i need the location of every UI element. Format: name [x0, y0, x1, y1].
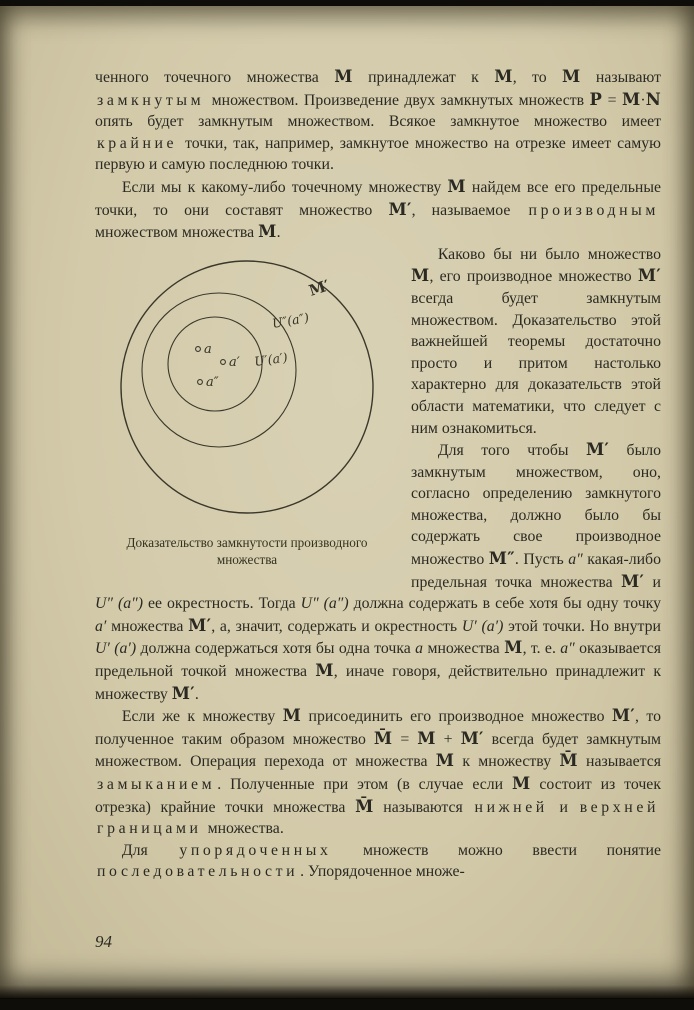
math-symbol: M: [562, 67, 581, 86]
body-text: должна содержаться хотя бы одна точка: [136, 640, 416, 658]
point-a-prime-marker: [221, 359, 226, 364]
body-text: найдем все его предельные точки, то они составят множество: [95, 178, 661, 219]
figure-caption: Доказательство замкнутости производного множества: [126, 534, 368, 568]
math-symbol: U″ (a″): [95, 595, 143, 613]
body-text: состоит из точек отрезка) крайние точки множества: [95, 776, 661, 816]
body-text: множеством множества: [95, 224, 259, 242]
body-text: +: [435, 730, 461, 748]
point-a-prime-label: a′: [229, 354, 240, 370]
body-text: множества: [106, 617, 189, 635]
body-text: этой точки. Но внутри: [503, 617, 661, 635]
math-symbol: M′: [621, 571, 645, 591]
math-symbol: M: [621, 89, 641, 109]
math-symbol: U′ (a′): [95, 640, 137, 658]
math-symbol: M: [411, 266, 430, 286]
body-text: . Полученные при этом (в случае если: [217, 776, 513, 793]
emphasized-spaced-text: производным: [528, 201, 659, 219]
body-text: , то полученное таким образом множество: [95, 708, 661, 748]
body-text: оказывается предельной точкой множества: [95, 640, 661, 681]
math-symbol: M: [315, 661, 334, 681]
math-symbol: M′: [188, 615, 212, 635]
body-text: называют: [580, 69, 661, 86]
body-text: и: [549, 798, 578, 816]
emphasized-spaced-text: границами: [97, 820, 202, 838]
math-symbol: U″ (a″): [300, 595, 349, 613]
middle-neighborhood-label: U″(a″): [270, 309, 311, 331]
paragraph: [95, 176, 661, 244]
math-symbol: M̄: [355, 796, 374, 816]
body-text: должна содержать в себе хотя бы одну точку: [348, 595, 662, 613]
math-symbol: M″: [488, 549, 515, 569]
math-symbol: a: [415, 640, 424, 658]
body-text: , называемое: [411, 201, 527, 219]
math-symbol: M′: [611, 706, 636, 726]
page-text-column: [95, 66, 661, 883]
body-text: и: [644, 573, 661, 591]
body-text: , его производное множество: [429, 268, 638, 286]
body-text: точки, так, например, замкнутое множество на отрезке имеет самую первую и самую последнюю точки.: [95, 134, 661, 174]
body-text: =: [392, 730, 418, 748]
page-number: 94: [95, 932, 112, 951]
emphasized-spaced-text: последовательности: [97, 863, 299, 881]
body-text: к множеству: [454, 753, 560, 771]
body-text: =: [602, 91, 622, 109]
math-symbol: M̄: [559, 751, 578, 771]
emphasized-spaced-text: упорядоченных: [179, 841, 332, 859]
body-text: .: [276, 224, 281, 242]
body-text: называется: [577, 753, 661, 771]
body-text: . Пусть: [514, 551, 569, 569]
math-symbol: N: [645, 89, 661, 109]
emphasized-spaced-text: замыканием: [97, 776, 216, 793]
emphasized-spaced-text: замкнутым: [97, 91, 205, 109]
math-symbol: M: [258, 222, 277, 242]
paragraph: [95, 66, 661, 176]
body-text: множества: [423, 640, 505, 658]
set-diagram-figure: [95, 254, 399, 569]
math-symbol: M′: [171, 683, 195, 703]
body-text: какая-либо предельная точка множества: [411, 551, 661, 591]
body-text: ченного точечного множества: [95, 69, 335, 86]
body-text: Для того чтобы: [437, 442, 586, 460]
math-symbol: M′: [460, 728, 484, 748]
set-diagram: [97, 254, 397, 526]
emphasized-spaced-text: верхней: [579, 798, 660, 816]
math-symbol: M: [504, 638, 523, 658]
math-symbol: M: [417, 728, 436, 748]
book-page: [0, 6, 694, 998]
body-text: опять будет замкнутым множеством. Всякое замкнутое множество имеет: [95, 113, 661, 131]
body-text: всегда будет замкнутым множеством. Доказательство этой важнейшей теоремы достаточно просто и притом настолько характерно для доказательств этой области математики, что следует с ним ознакомиться.: [411, 289, 661, 437]
math-symbol: M: [447, 176, 466, 196]
inner-neighborhood-circle: [168, 317, 262, 411]
body-text: множеств можно ввести понятие: [333, 841, 662, 859]
math-symbol: M′: [388, 199, 412, 219]
point-a-label: a: [204, 341, 212, 357]
point-a-double-prime-label: a″: [206, 374, 219, 390]
emphasized-spaced-text: крайние: [97, 134, 178, 152]
body-text: называются: [373, 798, 473, 816]
math-symbol: a″: [560, 640, 575, 658]
body-text: множества.: [203, 820, 284, 838]
body-text: Для: [121, 841, 178, 859]
body-text: .: [194, 685, 199, 703]
body-text: , т. е.: [522, 640, 561, 658]
body-text: ·: [640, 91, 646, 109]
body-text: множеством. Произведение двух замкнутых множеств: [206, 91, 590, 109]
body-text: . Упорядоченное множе-: [300, 863, 465, 881]
math-symbol: M: [334, 67, 353, 86]
math-symbol: M: [435, 751, 455, 771]
body-text: было замкнутым множеством, оно, согласно определению замкнутого множества, должно было бы содержать свое производное множество: [411, 442, 661, 569]
math-symbol: U′ (a′): [461, 617, 504, 635]
body-text: принадлежат к: [352, 69, 495, 86]
math-symbol: a″: [568, 551, 583, 569]
emphasized-spaced-text: нижней: [474, 798, 548, 816]
math-symbol: M: [282, 706, 302, 726]
paragraph: [95, 705, 661, 840]
point-a-marker: [196, 346, 201, 351]
body-text: присоединить его производное множество: [301, 708, 612, 726]
body-text: Если мы к какому-либо точечному множеству: [121, 178, 448, 196]
body-text: , иначе говоря, действительно принадлежит к множеству: [95, 663, 661, 703]
math-symbol: a′: [95, 617, 107, 635]
body-text: Каково бы ни было множество: [437, 245, 661, 263]
math-symbol: M̄: [373, 728, 393, 748]
body-text: ее окрестность. Тогда: [142, 595, 301, 613]
body-text: , то: [512, 69, 563, 86]
point-a-double-prime-marker: [198, 379, 203, 384]
math-symbol: P: [589, 89, 603, 109]
math-symbol: M: [494, 67, 513, 86]
math-symbol: M′: [637, 266, 661, 286]
body-text: , а, значит, содержать и окрестность: [211, 617, 462, 635]
paragraph: [95, 840, 661, 883]
math-symbol: M: [512, 774, 531, 793]
body-text: всегда будет замкнутым множеством. Операция перехода от множества: [95, 730, 662, 771]
outer-set-label: M′: [306, 276, 332, 300]
math-symbol: M′: [585, 440, 610, 460]
inner-neighborhood-label: U′(a′): [253, 349, 289, 369]
body-text: Если же к множеству: [121, 708, 283, 726]
